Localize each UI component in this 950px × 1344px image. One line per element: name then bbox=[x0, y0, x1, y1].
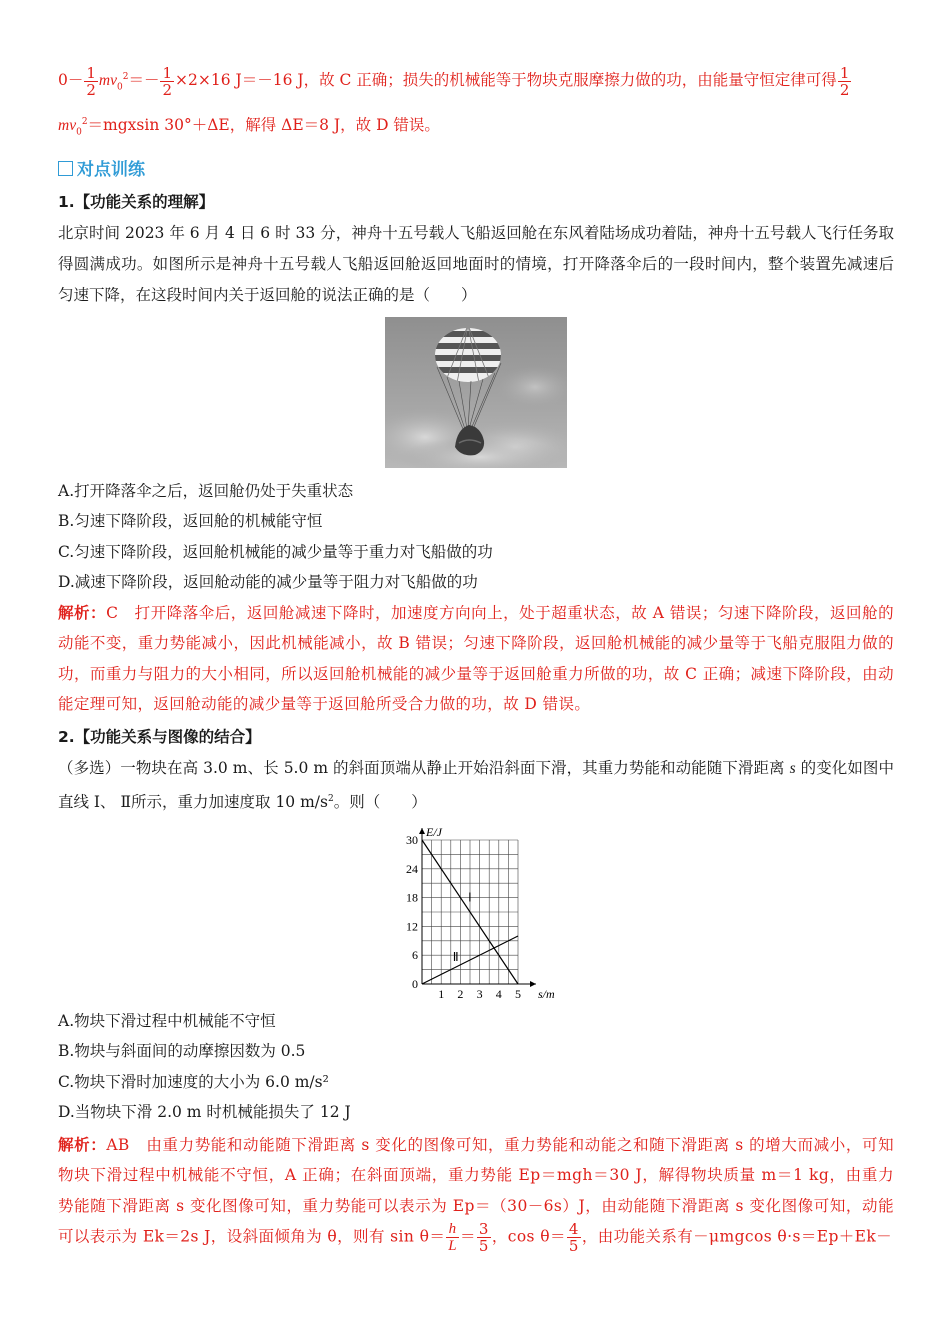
q1-option-d: D.减速下降阶段，返回舱动能的减少量等于阻力对飞船做的功 bbox=[58, 573, 478, 591]
fraction: $\frac{1}{2}$ bbox=[162, 63, 173, 99]
x-axis-arrow bbox=[530, 981, 536, 987]
analysis-text: 动能可以表示为 Ek＝2s J，设斜面倾角为 θ，则有 sin θ＝ bbox=[58, 1196, 894, 1246]
q2-option-c: C.物块下滑时加速度的大小为 6.0 m/s² bbox=[58, 1072, 329, 1091]
y-tick-label: 6 bbox=[412, 947, 418, 962]
capsule-parachute-image bbox=[385, 317, 567, 468]
text: 0－ bbox=[58, 71, 84, 90]
text: 。则（ ） bbox=[333, 792, 427, 811]
answer-choice: AB bbox=[106, 1135, 130, 1154]
question-2-stem: （多选）一物块在高 3.0 m、长 5.0 m 的斜面顶端从静止开始沿斜面下滑，其重力势能和动能随下滑距离 s 的变化如图中直线 Ⅰ、 Ⅱ所示，重力加速度取 10 $m/s^2$。则（ ） bbox=[58, 758, 894, 811]
text: 的变化如图中直线 Ⅰ、 Ⅱ所示，重力加速度取 10 m/s bbox=[58, 758, 894, 811]
text: ＝mgxsin 30°＋ΔE，解得 ΔE＝8 J，故 D 错误。 bbox=[87, 116, 440, 135]
text: （多选）一物块在高 3.0 m、长 5.0 m 的斜面顶端从静止开始沿斜面下滑，其重力势能和动能随下滑距离 bbox=[58, 758, 790, 777]
analysis-label: 解析： bbox=[58, 1135, 107, 1154]
fraction: $\frac{1}{2}$ bbox=[86, 63, 96, 99]
q2-analysis bbox=[58, 1130, 894, 1255]
x-tick-label: 4 bbox=[495, 986, 502, 1000]
q1-option-b: B.匀速下降阶段，返回舱的机械能守恒 bbox=[58, 512, 323, 530]
fraction: $\frac{1}{2}$ bbox=[839, 63, 850, 99]
y-axis-arrow bbox=[419, 828, 425, 834]
analysis-label: 解析： bbox=[58, 603, 107, 622]
parachute-capsule-photo bbox=[385, 317, 567, 468]
y-tick-label: 0 bbox=[412, 976, 418, 991]
analysis-text: 可知物块下滑过程中机械能不守恒，A 正确；在斜面顶端，重力势能 Ep＝mgh＝30 J，解得物块质量 m＝1 kg，由 bbox=[58, 1135, 894, 1185]
y-tick-label: 12 bbox=[406, 919, 418, 934]
question-1-stem: 北京时间 2023 年 6 月 4 日 6 时 33 分，神舟十五号载人飞船返回舱在东风着陆场成功着陆，神舟十五号载人飞行任务取得圆满成功。如图所示是神舟十五号载人飞船返回舱返回地面时的情境，打开降落伞后的一段时间内，整个装置先减速后匀速下降，在这段时间内关于返回舱的说法正确的是（ ） bbox=[58, 223, 894, 304]
y-axis-label: E/J bbox=[426, 824, 442, 839]
series-label-I: Ⅰ bbox=[468, 890, 472, 905]
series-label-II: Ⅱ bbox=[452, 949, 459, 964]
x-tick-label: 5 bbox=[515, 986, 521, 1000]
energy-distance-graph bbox=[396, 822, 556, 1000]
analysis-text: 重力势能随下滑距离 s 变化图像可知，重力势能可以表示为 Ep＝（30－6s）J，由动能随下滑距离 s 变化图像可知， bbox=[58, 1166, 894, 1215]
math-mv: mv bbox=[98, 72, 117, 90]
text: ＝－ bbox=[128, 71, 160, 90]
document-page bbox=[58, 60, 894, 1254]
y-tick-label: 18 bbox=[406, 890, 418, 905]
fraction: $\frac{h}{L}$ bbox=[448, 1221, 457, 1255]
x-tick-label: 1 bbox=[438, 986, 445, 1000]
q2-option-d: D.当物块下滑 2.0 m 时机械能损失了 12 J bbox=[58, 1103, 351, 1122]
q1-option-a: A.打开降落伞之后，返回舱仍处于失重状态 bbox=[58, 481, 354, 500]
q2-option-b: B.物块与斜面间的动摩擦因数为 0.5 bbox=[58, 1042, 306, 1061]
text: ＝ bbox=[459, 1227, 476, 1246]
continuation-line-1: 0－ $\frac{1}{2}$ $mv_0^2=-$ $\frac{1}{2}$ ×2×16 J＝－16 J，故 C 正确；损失的机械能等于物块克服摩擦力做的功，由能量守恒定律可得 $\frac{1}{2}$ bbox=[58, 63, 850, 99]
continuation-line-2: $mv_0^2=mgxsin$ 30°＋ΔE，解得 ΔE＝8 J，故 D 错误。 bbox=[58, 116, 440, 138]
math-mv: mv bbox=[58, 117, 77, 135]
text: ×2×16 J＝－16 J，故 C 正确；损失的机械能等于物块克服摩擦力做的功，由能量守恒定律可得 bbox=[175, 71, 837, 90]
text: ，cos θ＝ bbox=[491, 1227, 566, 1246]
y-tick-label: 24 bbox=[406, 861, 418, 876]
section-heading bbox=[58, 153, 894, 187]
x-axis-label: s/m bbox=[538, 986, 555, 1000]
answer-choice: C bbox=[106, 603, 119, 622]
analysis-text: 由重力势能和动能随下滑距离 s 变化的图像可知，重力势能和动能之和随下滑距离 s 的增大而减小， bbox=[146, 1135, 862, 1154]
x-tick-label: 3 bbox=[476, 986, 483, 1000]
q2-option-a: A.物块下滑过程中机械能不守恒 bbox=[58, 1011, 276, 1030]
analysis-text: 打开降落伞后，返回舱减速下降时，加速度方向向上，处于超重状态，故 A 错误；匀速下降阶段，返回舱的动能不变，重力势能减小，因此机械能减小，故 B 错误；匀速下降阶段，返回舱机械能的减少量等于飞船克服阻力做的功，而重力与阻力的大小相同，所以返回舱机械能的减少量等于返回舱重力所做的功，故 C 正确；减速下降阶段，由动能定理可知，返回舱动能的减少量等于返回舱所受合力做的功，故 D 错误。 bbox=[58, 603, 894, 713]
checkbox-square-icon bbox=[58, 161, 73, 176]
x-tick-label: 2 bbox=[457, 986, 464, 1000]
fraction: $\frac{3}{5}$ bbox=[478, 1220, 489, 1256]
q1-analysis bbox=[58, 598, 894, 720]
text: ，由功能关系有－μmgcos θ·s＝Ep＋Ek－ bbox=[581, 1227, 893, 1246]
question-1-title: 1.【功能关系的理解】 bbox=[58, 192, 215, 211]
energy-chart-svg bbox=[396, 822, 556, 1000]
y-tick-label: 30 bbox=[406, 832, 418, 847]
q1-option-c: C.匀速下降阶段，返回舱机械能的减少量等于重力对飞船做的功 bbox=[58, 542, 493, 561]
fraction: $\frac{4}{5}$ bbox=[568, 1220, 579, 1256]
question-2-title: 2.【功能关系与图像的结合】 bbox=[58, 727, 261, 746]
section-title: 对点训练 bbox=[77, 159, 145, 180]
math-s: s bbox=[789, 759, 796, 777]
